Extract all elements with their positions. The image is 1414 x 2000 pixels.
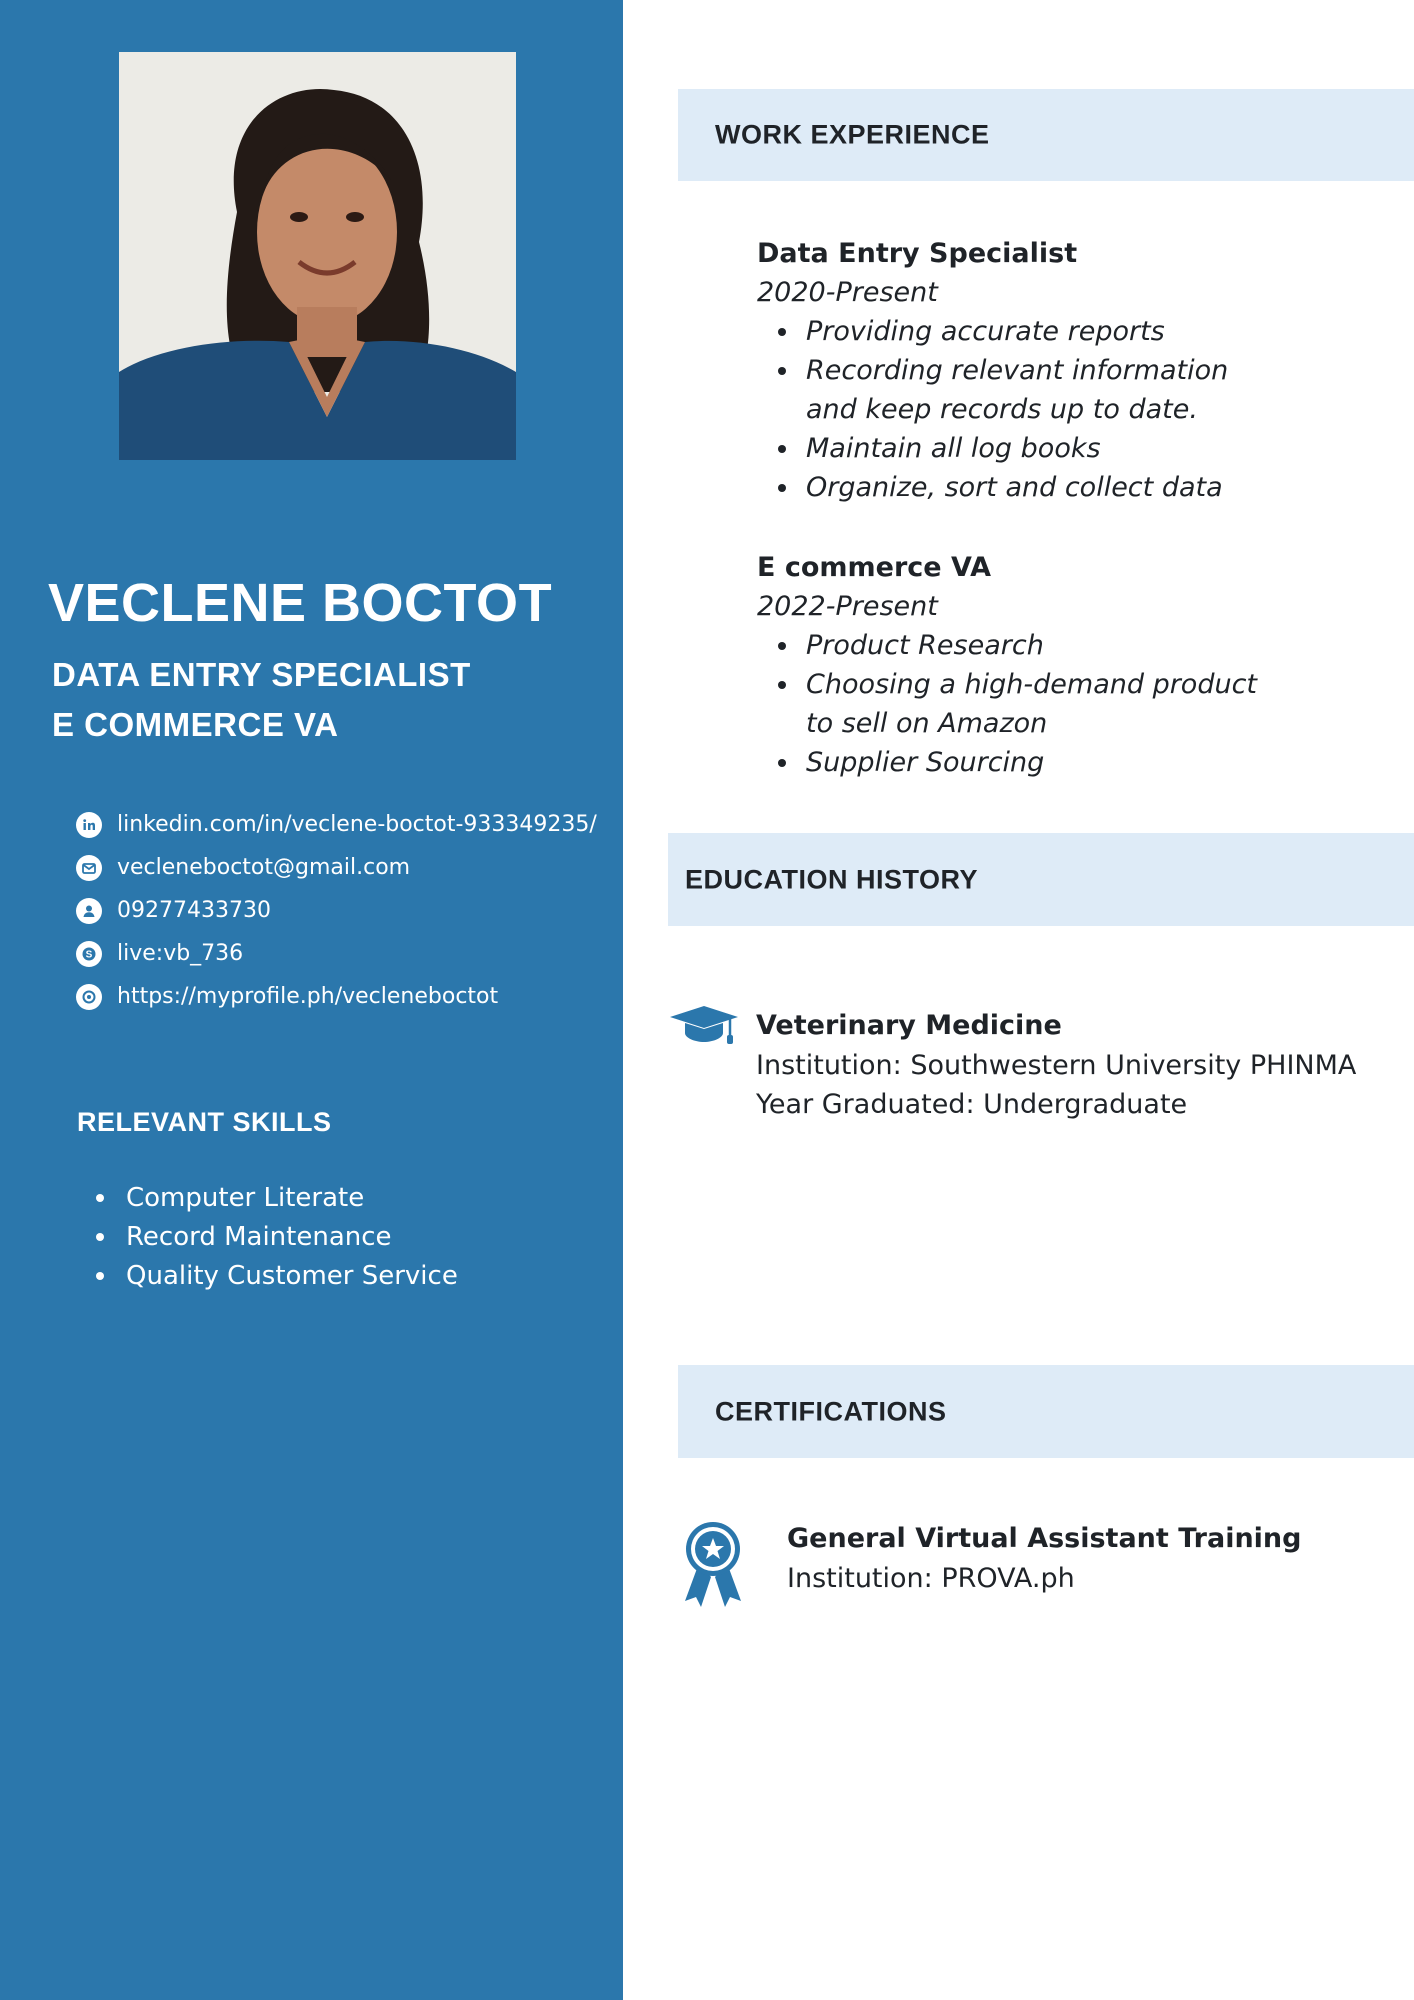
- award-ribbon-icon: [681, 1519, 745, 1609]
- web-icon: [76, 984, 102, 1010]
- job-period: 2022-Present: [757, 591, 938, 622]
- job-title: E commerce VA: [757, 552, 991, 583]
- skype-icon: [76, 941, 102, 967]
- skill-item: Record Maintenance: [96, 1217, 458, 1256]
- website-link[interactable]: https://myprofile.ph/vecleneboctot: [117, 984, 499, 1009]
- linkedin-icon: [76, 812, 102, 838]
- skype-id: live:vb_736: [117, 941, 244, 966]
- contact-email: [76, 846, 597, 889]
- education-entry: [756, 1006, 1356, 1124]
- job-duties: [757, 312, 1266, 507]
- contact-linkedin: [76, 803, 597, 846]
- profile-photo: [119, 52, 516, 460]
- certifications-title: CERTIFICATIONS: [715, 1396, 947, 1426]
- skills-heading: RELEVANT SKILLS: [77, 1107, 332, 1137]
- skills-list: [96, 1178, 458, 1295]
- job-entry: [757, 234, 1266, 507]
- institution: Institution: Southwestern University PHINMA: [756, 1050, 1357, 1081]
- job-entry: [757, 548, 1266, 782]
- certifications-header: [678, 1365, 1414, 1458]
- work-experience-title: WORK EXPERIENCE: [715, 119, 990, 150]
- certification-name: General Virtual Assistant Training: [787, 1523, 1302, 1554]
- job-period: 2020-Present: [757, 277, 938, 308]
- email-link[interactable]: vecleneboctot@gmail.com: [117, 855, 411, 880]
- roles: [52, 650, 471, 750]
- education-title: EDUCATION HISTORY: [685, 864, 979, 894]
- degree: Veterinary Medicine: [756, 1010, 1062, 1041]
- job-duties: [757, 626, 1266, 782]
- job-duty: Choosing a high-demand product to sell on Amazon: [757, 665, 1266, 743]
- graduation-cap-icon: [668, 1002, 740, 1050]
- sidebar: [0, 0, 623, 2000]
- work-experience-header: [678, 89, 1414, 181]
- skill-item: Computer Literate: [96, 1178, 458, 1217]
- year-graduated: Year Graduated: Undergraduate: [756, 1089, 1188, 1120]
- job-duty: Supplier Sourcing: [757, 743, 1266, 782]
- skill-item: Quality Customer Service: [96, 1256, 458, 1295]
- certification-institution: Institution: PROVA.ph: [787, 1563, 1075, 1594]
- certification-entry: [787, 1519, 1301, 1598]
- phone-number: 09277433730: [117, 898, 271, 923]
- job-title: Data Entry Specialist: [757, 238, 1078, 269]
- education-header: [668, 833, 1414, 926]
- candidate-name: VECLENE BOCTOT: [48, 573, 553, 633]
- svg-text:S: S: [85, 949, 93, 961]
- job-duty: Product Research: [757, 626, 1266, 665]
- contact-web: [76, 975, 597, 1018]
- role-title: E COMMERCE VA: [52, 706, 339, 743]
- phone-icon: [76, 898, 102, 924]
- contact-list: [76, 803, 597, 1018]
- linkedin-link[interactable]: linkedin.com/in/veclene-boctot-933349235/: [117, 812, 597, 837]
- role-title: DATA ENTRY SPECIALIST: [52, 656, 471, 693]
- email-icon: [76, 855, 102, 881]
- job-duty: Maintain all log books: [757, 429, 1266, 468]
- contact-skype: [76, 932, 597, 975]
- job-duty: Recording relevant information and keep records up to date.: [757, 351, 1266, 429]
- contact-phone: [76, 889, 597, 932]
- job-duty: Providing accurate reports: [757, 312, 1266, 351]
- job-duty: Organize, sort and collect data: [757, 468, 1266, 507]
